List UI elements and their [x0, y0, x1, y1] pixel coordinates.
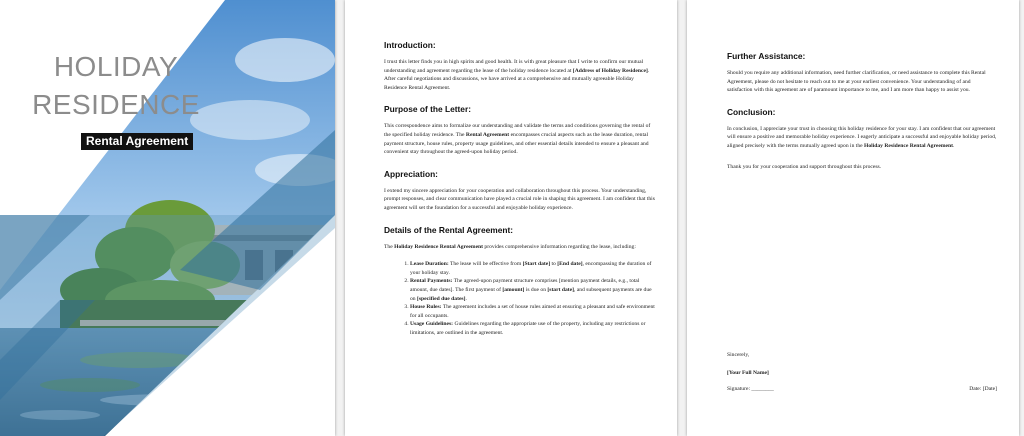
- closing-block: [727, 351, 997, 394]
- letter-page-2: [687, 0, 1019, 436]
- details-paragraph: The Holiday Residence Rental Agreement provides comprehensive information regarding the lease, including:: [384, 243, 636, 250]
- list-item-house-rules: 3. House Rules: The agreement includes a set of house rules aimed at ensuring a pleasant and safe environment for all occupants.: [410, 303, 655, 320]
- list-item-rental-payments: 2. Rental Payments: The agreed-upon payment structure comprises [mention payment details, e.g., total amount, due dates]. The first payment of [amount] is due on [start date], and subsequent payments are due on [specified due dates].: [410, 277, 655, 303]
- purpose-paragraph: This correspondence aims to formalize our understanding and validate the terms and conditions governing the rental of the specified holiday residence. The Rental Agreement encompasses crucial aspects such as the lease duration, rental payment structure, house rules, property usage guidelines, and other essential details intended to ensure a pleasant and convenient stay throughout the agreed-upon holiday period.: [384, 123, 651, 156]
- cover-title-line-2: RESIDENCE: [32, 89, 200, 120]
- cover-page: [0, 0, 335, 436]
- introduction-heading: Introduction:: [384, 40, 436, 50]
- cover-title-line-1: HOLIDAY: [53, 51, 179, 82]
- list-item-lease-duration: 1. Lease Duration: The lease will be effective from [Start date] to [End date], encompassing the duration of your holiday stay.: [410, 260, 655, 277]
- conclusion-heading: Conclusion:: [727, 106, 776, 117]
- signature-line: Signature: ________: [727, 386, 774, 393]
- cover-subtitle: Rental Agreement: [81, 133, 193, 150]
- further-assistance-paragraph: Should you require any additional information, need further clarification, or need assistance to complete this Rental Agreement, please do not hesitate to reach out to me at your earliest convenience. Your understanding of and satisfaction with this agreement are of paramount importance to me, and I am more than happy to assist you.: [727, 70, 986, 94]
- thanks-paragraph: Thank you for your cooperation and support throughout this process.: [727, 163, 882, 170]
- list-item-usage-guidelines: 4. Usage Guidelines: Guidelines regarding the appropriate use of the property, including any restrictions or limitations, are outlined in the agreement.: [410, 320, 655, 337]
- signature-row: [727, 385, 997, 394]
- sincerely-text: Sincerely,: [727, 352, 750, 358]
- appreciation-paragraph: I extend my sincere appreciation for your cooperation and collaboration throughout this process. Your understanding, prompt responses, and clear communication have played a crucial role in shaping this agreement. I am confident that this agreement will set the foundation for a successful and enjoyable holiday experience.: [384, 187, 655, 211]
- details-list: [384, 260, 655, 337]
- introduction-paragraph: I trust this letter finds you in high spirits and good health. It is with great pleasure that I write to confirm our mutual understanding and agreement regarding the lease of the holiday residence located at [Address of Holiday Residence]. After careful negotiations and discussions, we have arrived at a comprehensive and mutually agreeable Holiday Residence Rental Agreement.: [384, 59, 650, 91]
- purpose-heading: Purpose of the Letter:: [384, 104, 472, 115]
- date-line: Date: [Date]: [969, 386, 997, 393]
- conclusion-paragraph: In conclusion, I appreciate your trust in choosing this holiday residence for your stay. I am confident that our agreement will ensure a positive and memorable holiday experience. I eagerly anticipate a successful and enjoyable holiday period, aligned precisely with the terms mutually agreed upon in the Holiday Residence Rental Agreement.: [727, 125, 997, 149]
- details-heading: Details of the Rental Agreement:: [384, 224, 514, 235]
- full-name-placeholder: [Your Full Name]: [727, 369, 769, 376]
- appreciation-heading: Appreciation:: [384, 168, 438, 179]
- letter-page-1: [345, 0, 677, 436]
- further-assistance-heading: Further Assistance:: [727, 51, 806, 61]
